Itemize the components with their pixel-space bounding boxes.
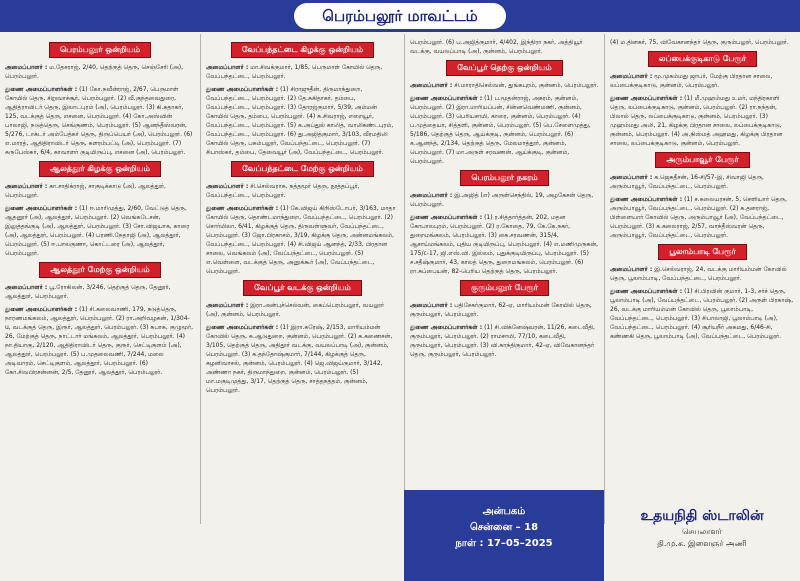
section-heading: பெரம்பலூர் ஒன்றியம்	[49, 42, 151, 58]
column-2	[200, 34, 404, 524]
leader-entry	[5, 182, 195, 200]
deputy-entry	[5, 204, 195, 258]
leader-label: அமைப்பாளர் :	[410, 192, 453, 199]
section-heading: பூலாம்பாடி பேரூர்	[658, 244, 747, 260]
deputy-entry	[610, 287, 795, 341]
leader-label: அமைப்பாளர் :	[610, 174, 653, 181]
column-3	[404, 34, 604, 524]
deputy-text: (1) சி.பிரவின் குமார், 1-3, சர்ச் தெரு, பூலாம்பாடி (அ), வேப்பந்தட்டை, பெரம்பலூர். (2) அருள் பிரகாஷ், 26, வடக்கு மாரியம்மன் கோவில் தெரு, பூலாம்பாடி, வேப்பந்தட்டை, பெரம்பலூர். (3) சிபாலாஜி, பூலாம்பாடி (அ), வேப்பந்தட்டை, பெரம்பலூர். (4) சூரியநீர் அகமது, 6/46-சி, கண்ணகி தெரு, பூலாம்பாடி (அ), வேப்பந்தட்டை, பெரம்பலூர்.	[610, 288, 794, 340]
signatory-box	[604, 490, 800, 581]
leader-text: ம.தேசராஜ், 2/40, தெற்குத் தெரு, செஞ்சேரி (அ), பெரம்பலூர்.	[5, 64, 183, 80]
deputy-text: (1) சிராஜுதீன், திருமாந்துறை, வேப்பந்தட்டை, பெரம்பலூர். (2) தே.சுகிதாகர், தம்பை, வேப்பந்தட்டை, பெரம்பலூர். (3) தோரஜ்குமார், 5/39, அம்மன் கோயில் தெரு, தம்பை, பெரம்பலூர். (4) சு.சிவராஜ், எறையூர், வேப்பந்தட்டை, பெரம்பலூர். (5) க.அப்துல் காலித், வாலிகண்டபுரம், வேப்பந்தட்டை, பெரம்பலூர். (6) து.அஜித்குமார், 3/103, வீரமதிலி கோயில் தெரு, பசும்பலூர், வேப்பந்தட்டை, பெரம்பலூர். (7) சிபாஸ்கர், தம்பை, தேவையூர் (அ), வேப்பந்தட்டை, பெரம்பலூர்.	[206, 86, 394, 156]
leader-entry	[206, 301, 399, 319]
section-heading: வேப்பூர் தெற்கு ஒன்றியம்	[446, 60, 562, 76]
section-heading: பெரம்பலூர் நகரம்	[460, 170, 548, 186]
deputy-label: துணை அமைப்பாளர்கள் :	[5, 86, 78, 93]
deputy-text: (1) சி.கலைவாணி, 179, நடுத்தெரு, நாரணமங்கலம், ஆலத்தூர், பெரம்பலூர். (2) ரா.அறிவழகன், 1/304-u, வடக்குத் தெரு, இரூர், ஆலத்தூர், பெரம்பலூர். (3) சுபாசு, குழுமூர், 26, மேற்குத் தெரு, நாட்டார் மங்கலம், ஆலத்தூர், பெரம்பலூர். (4) நா.தியாகு, 2/120, ஆதிதிராவிடர் தெரு, குரூர், செட்டிகுளம் (அ), ஆலத்தூர், பெரம்பலூர். (5) ப.முதலைவணி, 7/244, மலை அடிவாரம், செட்டிகுளம், ஆலத்தூர், பெரம்பலூர். (6) கோ.சிவபிரசன்னன், 2/5, தேனூர், ஆலத்தூர், பெரம்பலூர்.	[5, 306, 194, 376]
deputy-text: (1) கோ.நவீன்ராஜ், 2/67, பெருமாள் கோயில் தெரு, சிறுவாச்சூர், பெரம்பலூர். (2) வீ.குந்தவைதுரை, ஆதித்ராவிடர் தெரு, இலாடபுரம் (அ), பெரம்பலூர். (3) கி.சுதாகர், 125, வடக்குத் தெரு, எசனை, பெரம்பலூர். (4) கோ.அஸ்வின் பாலாஜி, நடுத்தெரு, செங்குணம், பெரம்பலூர். (5) ஆனந்தீஸ்வரன், 5/276, டாக்டர் அம்பேத்கர் தெரு, திருப்பெயர் (அ), பெரம்பலூர். (6) எ.மாரத், ஆதிதிராவிடர் தெரு, களரம்பட்டி (அ), பெரம்பலூர். (7) சுருபேஸ்கர், 6/4, காவாளர் குடியிருப்பு, எசனை (அ), பெரம்பலூர்.	[5, 86, 193, 156]
deputy-label: துணை அமைப்பாளர்கள் :	[5, 205, 78, 212]
office-name: அன்பகம்	[482, 506, 526, 517]
deputy-label: துணை அமைப்பாளர்கள் :	[206, 86, 279, 93]
leader-label: அமைப்பாளர் :	[5, 64, 48, 71]
section-heading: குரும்பலூர் பேரூர்	[460, 280, 549, 296]
leader-text: இரா.அன்புச்செல்வன், கைப்பெரம்பலூர், வயலூர் (அ), குன்னம், பெரம்பலூர்.	[206, 302, 384, 318]
leader-text: பூ.ரோகிலன், 3/246, தெற்குத் தெரு, தேனூர், ஆலத்தூர், பெரம்பலூர்.	[5, 284, 171, 300]
leader-label: அமைப்பாளர் :	[206, 302, 249, 309]
deputy-label: துணை அமைப்பாளர்கள் :	[610, 288, 683, 295]
leader-label: அமைப்பாளர் :	[610, 266, 653, 273]
leader-text: கா.சாதிக்ராஜ், சாகுடிக்காடு (அ), ஆலத்தூர், பெரம்பலூர்.	[5, 183, 166, 199]
issue-date: நாள் : 17–05–2025	[455, 538, 553, 549]
deputy-text: (1) ச.கலையரசன், 5, செளியார் தெரு, அரும்பாவூர், வேப்பந்தட்டை, பெரம்பலூர். (2) சு.தனராஜ், பிள்ளையார் கோவில் தெரு, அரும்பாவூர் (அ), வேப்பந்தட்டை, பெரம்பலூர். (3) க.கலைராஜ், 2/57, வாந்தீஸ்வரன் தெரு, அரும்பாவூர், வேப்பந்தட்டை, பெரம்பலூர்.	[610, 196, 788, 239]
leader-entry	[610, 72, 795, 90]
deputy-entry	[5, 305, 195, 377]
deputy-entry	[206, 204, 399, 276]
title-banner	[0, 0, 800, 32]
leader-entry	[206, 63, 399, 81]
deputy-label: துணை அமைப்பாளர்கள் :	[610, 196, 683, 203]
leader-label: அமைப்பாளர் :	[410, 302, 453, 309]
deputy-label: துணை அமைப்பாளர்கள் :	[410, 324, 483, 331]
leader-text: இ.அஜித் (எ) அருள்செந்தில், 19, அழகேசன் தெரு, பெரம்பலூர்.	[410, 192, 594, 208]
leader-text: இ.செல்வராஜ், 24, வடக்கு மாரியம்மன் கோவில் தெரு, பூலாம்பாடி, வேப்பந்தட்டை, பெரம்பலூர்.	[610, 266, 787, 282]
deputy-text: (1) ர.சித்தார்த்தன், 202, மதன கோபாலபுரம், பெரம்பலூர். (2) ர.கோதை, 79, கே.கே.நகர், துறைமங்கலம், பெரம்பலூர். (3) கை.சரவணன், 315/4, ஆசாய்மங்கலம், புதிய குடியிருப்பு, பெரம்பலூர். (4) எ.மணிமுருகன், 175/c-17, ஜி.எஸ்.வி. இல்லம், புதுக்குடியிருப்பு, பெரம்பலூர். (5) ச.சதீஷ்குமார், 43, காலத் தெரு, துறைமங்கலம், பெரம்பலூர். (6) ரா.சுப்பையன், 82-பெரிய தெற்குத் தெரு, பெரம்பலூர்.	[410, 214, 599, 275]
deputy-label: துணை அமைப்பாளர்கள் :	[610, 95, 683, 102]
deputy-entry	[610, 94, 795, 148]
deputy-entry	[206, 85, 399, 157]
leader-text: மூ.முகம்மது ஜாபர், மேற்கு பிரதான சாலை, லப்பைக்குடிகாடு, குன்னம், பெரம்பலூர்.	[610, 73, 773, 89]
leader-entry	[410, 81, 599, 90]
deputy-entry	[410, 94, 599, 166]
leader-label: அமைப்பாளர் :	[5, 284, 48, 291]
leader-text: க.ஜெகதீசன், 16-சி/57-இ, சிவாஜி தெரு, அரும்பாவூர், வேப்பந்தட்டை, பெரம்பலூர்.	[610, 174, 764, 190]
leader-label: அமைப்பாளர் :	[410, 82, 453, 89]
leader-label: அமைப்பாளர் :	[610, 73, 653, 80]
signatory-name: உதயநிதி ஸ்டாலின்	[640, 508, 764, 524]
leader-text: பதிசேகர்குமார், 62-ஏ, மாரியம்மன் கோயில் தெரு, குரும்பலூர், பெரம்பலூர்.	[410, 302, 592, 318]
leader-label: அமைப்பாளர் :	[5, 183, 48, 190]
deputy-text: (1) சி.விக்னேஷ்வரன், 11/26, கடைவீதி, குரும்பலூர், பெரம்பலூர். (2) ராமசாமி, 77/10, கடைவீதி, குரும்பலூர், பெரம்பலூர். (3) வி.காந்திகுமார், 42-ஏ, விவேகானந்தர் தெரு, குரும்பலூர், பெரம்பலூர்.	[410, 324, 595, 358]
column-4	[604, 34, 800, 524]
leader-text: சி.மாராதிசெல்வன், துங்கபுரம், குன்னம், பெரம்பலூர்.	[454, 82, 599, 89]
deputy-entry	[206, 323, 399, 395]
deputy-text: (1) இரா.சுரேஷ், 2/153, மாரியம்மன் கோவில் தெரு, சு.ஆடுதுறை, குன்னம், பெரம்பலூர். (2) சு.கணைசன், 3/105, தெற்குத் தெரு, அதிதூர் வடக்கு, வயலப்பாடி (அ), குன்னம், பெரம்பலூர். (3) சு.தந்தோஷ்குமார், 7/144, கிழக்குத் தெரு, கழனிவாசல், குன்னம், பெரம்பலூர். (4) ஜெ.விஜய்குமார், 3/142, அண்ணா நகர், திருமாந்துறை, குன்னம், பெரம்பலூர். (5) மா.மகுடிமுத்து, 3/17, தெற்குத் தெரு, சாத்தநத்தம், குன்னம், பெரம்பலூர்.	[206, 324, 393, 394]
deputy-label: துணை அமைப்பாளர்கள் :	[410, 214, 483, 221]
continued-text: (4) ம.தினகர், 75, விவேகானந்தர் தெரு, குரும்பலூர், பெரம்பலூர்.	[610, 39, 789, 46]
leader-entry	[410, 191, 599, 209]
column-1	[0, 34, 200, 524]
continued-text: பெரம்பலூர். (6) ப.அஜித்குமார், 4/402, இந்திரா நகர், அத்தியூர் வடக்கு, வயலப்பாடி (அ), குன்னம், பெரம்பலூர்.	[410, 39, 583, 55]
section-heading: வேப்பந்தட்டை கிழக்கு ஒன்றியம்	[231, 42, 374, 58]
section-heading: ஆலத்தூர் கிழக்கு ஒன்றியம்	[39, 161, 161, 177]
deputy-entry	[5, 85, 195, 157]
deputy-label: துணை அமைப்பாளர்கள் :	[410, 95, 483, 102]
deputy-text: (1) மீ.முஹம்மது உமர், மந்திரகாளி தெரு, லப்பைக்குடிகாடு, குன்னம், பெரம்பலூர். (2) ரா.நந்தன், பிலால் தெரு, லப்பைக்குடிகாடு, குன்னம், பெரம்பலூர். (3) முஹம்மது அலி, 21, கிழக்கு பிரதான சாலை, லப்பைக்குடிகாடு, குன்னம், பெரம்பலூர். (4) அ.நிஸ்மத் அஹமது, கிழக்கு பிரதான சாலை, லப்பைக்குடிகாடு, குன்னம், பெரம்பலூர்.	[610, 95, 783, 147]
section-heading: அரும்பாவூர் பேரூர்	[655, 152, 749, 168]
leader-text: சி.செல்வராசு, நத்தமூர் தெரு, நூத்தப்பூர், வேப்பந்தட்டை, பெரம்பலூர்.	[206, 183, 360, 199]
deputy-text: (1) ஈ.மாரிமுத்து, 2/60, வேட்டுத் தெரு, ஆதனூர் (அ), ஆலத்தூர், பெரம்பலூர். (2) வெங்கடேசன், இலுத்தங்குடி (அ), ஆலத்தூர், பெரம்பலூர். (3) சோ.விஜயாக, காரை (அ), ஆலத்தூர், பெரம்பலூர். (4) பரணி.நேதாஜி (அ), ஆலத்தூர், பெரம்பலூர். (5) ஈ.பாலகுணா, கொட்டரை (அ), ஆலத்தூர், பெரம்பலூர்.	[5, 205, 190, 257]
signatory-role: செயலாளர்	[682, 527, 722, 536]
deputy-entry	[410, 323, 599, 359]
leader-text: மா.சிவக்குமார், 1/85, பெருமாள் கோயில் தெரு, வேப்பந்தட்டை, பெரம்பலூர்.	[206, 64, 383, 80]
leader-entry	[206, 182, 399, 200]
office-city: சென்னை – 18	[469, 522, 539, 533]
section-heading: வேப்பந்தட்டை மேற்கு ஒன்றியம்	[231, 161, 374, 177]
deputy-text: (1) ப.மூதன்ராஜ், அகரம், குன்னம், பெரம்பலூர். (2) இரா.மாரியப்பன், சின்னவெண்மணி, குன்னம், பெரம்பலூர். (3) பெரியசாமி, காரை, குன்னம், பெரம்பலூர். (4) ப.முத்தையா, சித்தளி, குன்னம், பெரம்பலூர். (5) பெ.சேளைமுத்து, 5/186, தெற்குத் தெரு, ஆய்க்குடி, குன்னம், பெரம்பலூர். (6) க.ஆனந்த், 2/134, தெற்குத் தெரு, மேலமாத்தூர், குன்னம், பெரம்பலூர். (7) மா.அருள் சரவணன், ஆய்க்குடி, குன்னம், பெரம்பலூர்.	[410, 95, 591, 165]
deputy-label: துணை அமைப்பாளர்கள் :	[206, 324, 279, 331]
leader-label: அமைப்பாளர் :	[206, 183, 249, 190]
deputy-entry	[410, 213, 599, 276]
deputy-label: துணை அமைப்பாளர்கள் :	[206, 205, 279, 212]
district-title: பெரம்பலூர் மாவட்டம்	[294, 3, 505, 29]
deputy-entry	[610, 195, 795, 240]
section-heading: வேப்பூர் வடக்கு ஒன்றியம்	[243, 280, 362, 296]
signatory-org: தி.மு.க. இளைஞர் அணி	[657, 539, 747, 548]
deputy-label: துணை அமைப்பாளர்கள் :	[5, 306, 78, 313]
deputy-text: (1) கே.விஜய் கிறிஸ்டோபர், 3/163, மாதா கோயில் தெரு, தொண்டமாந்துறை, வேப்பந்தட்டை, பெரம்பலூர். (2) சொர்மிலா, 6/41, கிழக்குத் தெரு, திருவள்ளுவர், வேப்பந்தட்டை, பெரம்பலூர். (3) ஜோ.பிரகாசம், 3/19, கிழக்கு தெரு, அன்னமங்கலம், வேப்பந்தட்டை, பெரம்பலூர். (4) சி.விஜய் ஆனந்த், 2/33, பிரதான சாலை, வெங்கலம் (அ), வேப்பந்தட்டை, பெரம்பலூர். (5) எ.வெள்ளை, வடக்குத் தெரு, அனுக்கூர் (அ), வேப்பந்தட்டை, பெரம்பலூர்.	[206, 205, 396, 275]
section-heading: ஆலத்தூர் மேற்கு ஒன்றியம்	[39, 262, 160, 278]
leader-entry	[610, 265, 795, 283]
leader-entry	[410, 301, 599, 319]
leader-entry	[5, 283, 195, 301]
leader-label: அமைப்பாளர் :	[206, 64, 249, 71]
section-heading: லப்பைக்குடிகாடு பேரூர்	[648, 51, 757, 67]
leader-entry	[5, 63, 195, 81]
issue-info-box	[404, 490, 604, 581]
leader-entry	[610, 173, 795, 191]
